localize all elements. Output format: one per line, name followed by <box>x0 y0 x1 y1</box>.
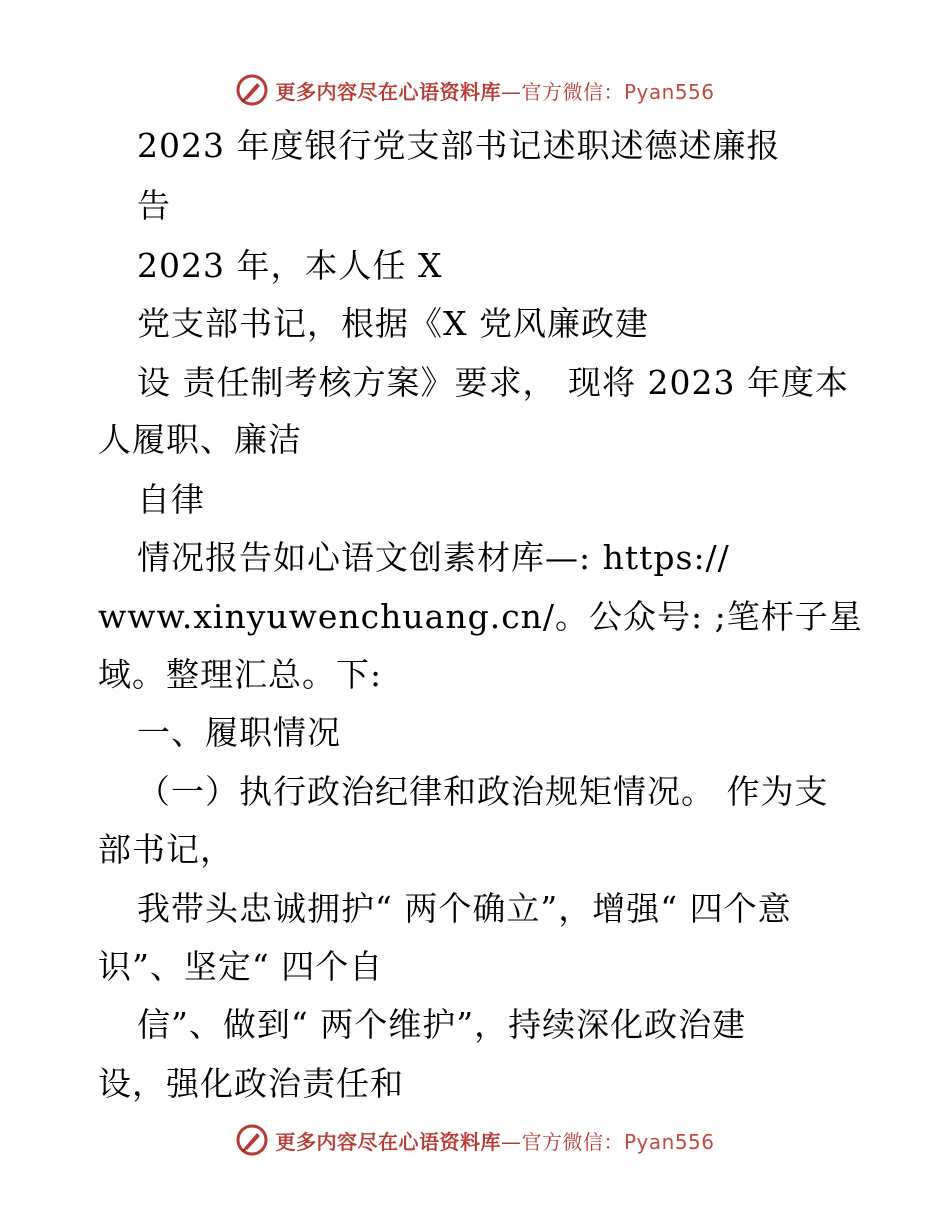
document-line: 信”、做到“ 两个维护”，持续深化政治建 <box>137 1005 747 1044</box>
section-heading: 一、履职情况 <box>137 713 341 752</box>
pen-logo-icon <box>235 1123 269 1157</box>
banner-wechat-id: Pyan556 <box>623 79 715 104</box>
document-line: 部书记， <box>98 830 234 869</box>
header-banner <box>0 70 950 110</box>
document-line: 人履职、廉洁 <box>98 420 302 459</box>
banner-separator: — <box>500 79 522 104</box>
document-line: 2023 年，本人任 X <box>137 246 443 285</box>
document-line: 识”、坚定“ 四个自 <box>98 947 384 986</box>
banner-site-name: 更多内容尽在心语资料库 <box>275 79 501 104</box>
document-line: 设，强化政治责任和 <box>98 1064 404 1103</box>
banner-site-name: 更多内容尽在心语资料库 <box>275 1129 501 1154</box>
banner-separator: — <box>500 1129 522 1154</box>
banner-wechat-id: Pyan556 <box>623 1129 715 1154</box>
document-line: 我带头忠诚拥护“ 两个确立”，增强“ 四个意 <box>137 889 792 928</box>
document-title-line-1: 2023 年度银行党支部书记述职述德述廉报 <box>137 126 781 165</box>
footer-banner <box>0 1120 950 1160</box>
document-title-line-2: 告 <box>137 186 171 225</box>
banner-text <box>275 76 714 105</box>
banner-wechat-label: 官方微信： <box>521 79 624 104</box>
document-line: 自律 <box>137 480 205 519</box>
subsection-heading: （一）执行政治纪律和政治规矩情况。 作为支 <box>137 772 829 811</box>
document-line: 党支部书记，根据《X 党风廉政建 <box>137 304 649 343</box>
document-line: 情况报告如心语文创素材库—: https:// <box>137 538 730 577</box>
pen-logo-icon <box>235 73 269 107</box>
document-line: 设 责任制考核方案》要求， 现将 2023 年度本 <box>137 363 849 402</box>
document-line: www.xinyuwenchuang.cn/。公众号: ;笔杆子星 <box>98 597 863 636</box>
document-line: 域。整理汇总。下: <box>98 655 383 694</box>
banner-wechat-label: 官方微信： <box>521 1129 624 1154</box>
banner-text <box>275 1126 714 1155</box>
